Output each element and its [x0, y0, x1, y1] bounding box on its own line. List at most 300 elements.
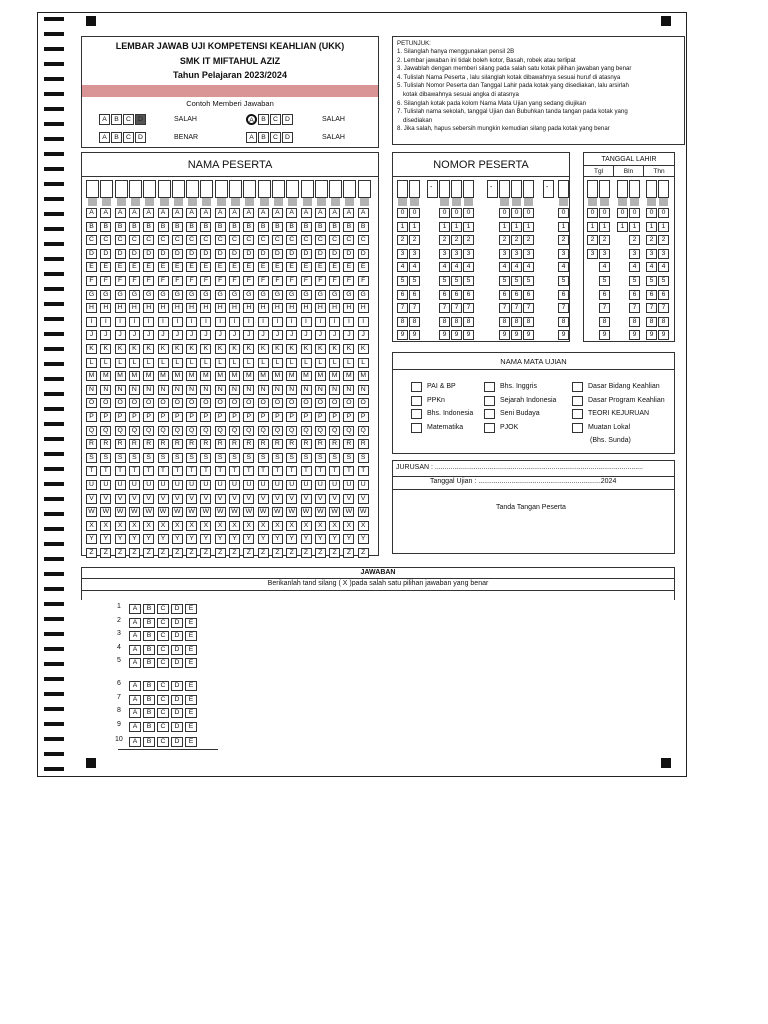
- name-letter-bubble[interactable]: H: [301, 303, 312, 313]
- name-letter-bubble[interactable]: M: [200, 371, 211, 381]
- number-digit-bubble[interactable]: 9: [397, 330, 408, 340]
- name-letter-bubble[interactable]: X: [272, 521, 283, 531]
- name-letter-bubble[interactable]: W: [215, 507, 226, 517]
- name-letter-bubble[interactable]: Z: [129, 548, 140, 558]
- name-letter-bubble[interactable]: U: [215, 480, 226, 490]
- name-letter-bubble[interactable]: W: [100, 507, 111, 517]
- number-digit-bubble[interactable]: 2: [463, 235, 474, 245]
- name-letter-bubble[interactable]: T: [115, 466, 126, 476]
- name-letter-bubble[interactable]: Z: [315, 548, 326, 558]
- name-letter-bubble[interactable]: W: [243, 507, 254, 517]
- name-letter-bubble[interactable]: R: [200, 439, 211, 449]
- answer-option-bubble[interactable]: D: [171, 722, 183, 732]
- name-letter-bubble[interactable]: D: [272, 249, 283, 259]
- birth-input-box[interactable]: [646, 180, 657, 198]
- number-digit-bubble[interactable]: 7: [397, 303, 408, 313]
- name-letter-bubble[interactable]: N: [286, 385, 297, 395]
- name-letter-bubble[interactable]: T: [286, 466, 297, 476]
- name-letter-bubble[interactable]: Z: [229, 548, 240, 558]
- number-digit-bubble[interactable]: 7: [409, 303, 420, 313]
- name-letter-bubble[interactable]: K: [143, 344, 154, 354]
- name-letter-bubble[interactable]: Q: [200, 426, 211, 436]
- name-letter-bubble[interactable]: O: [186, 398, 197, 408]
- number-digit-bubble[interactable]: 9: [409, 330, 420, 340]
- answer-option-bubble[interactable]: B: [143, 618, 155, 628]
- name-letter-bubble[interactable]: F: [143, 276, 154, 286]
- answer-option-bubble[interactable]: A: [129, 618, 141, 628]
- name-letter-bubble[interactable]: B: [272, 222, 283, 232]
- name-letter-bubble[interactable]: I: [258, 317, 269, 327]
- name-letter-bubble[interactable]: H: [172, 303, 183, 313]
- name-letter-bubble[interactable]: Z: [243, 548, 254, 558]
- name-letter-bubble[interactable]: R: [258, 439, 269, 449]
- name-letter-bubble[interactable]: P: [329, 412, 340, 422]
- name-letter-bubble[interactable]: Q: [115, 426, 126, 436]
- number-input-box[interactable]: [511, 180, 522, 198]
- birth-input-box[interactable]: [658, 180, 669, 198]
- name-letter-bubble[interactable]: H: [115, 303, 126, 313]
- birth-digit-bubble[interactable]: 9: [629, 330, 640, 340]
- birth-digit-bubble[interactable]: 4: [629, 262, 640, 272]
- name-letter-bubble[interactable]: W: [229, 507, 240, 517]
- name-letter-bubble[interactable]: F: [258, 276, 269, 286]
- name-letter-bubble[interactable]: B: [258, 222, 269, 232]
- answer-option-bubble[interactable]: A: [129, 708, 141, 718]
- name-letter-bubble[interactable]: N: [358, 385, 369, 395]
- name-input-box[interactable]: [100, 180, 113, 198]
- name-letter-bubble[interactable]: N: [229, 385, 240, 395]
- name-letter-bubble[interactable]: D: [172, 249, 183, 259]
- name-letter-bubble[interactable]: M: [86, 371, 97, 381]
- name-letter-bubble[interactable]: V: [272, 494, 283, 504]
- name-letter-bubble[interactable]: T: [343, 466, 354, 476]
- number-input-box[interactable]: [439, 180, 450, 198]
- name-letter-bubble[interactable]: J: [343, 330, 354, 340]
- name-letter-bubble[interactable]: E: [343, 262, 354, 272]
- name-letter-bubble[interactable]: K: [172, 344, 183, 354]
- number-digit-bubble[interactable]: 5: [523, 276, 534, 286]
- name-letter-bubble[interactable]: L: [158, 358, 169, 368]
- name-letter-bubble[interactable]: N: [315, 385, 326, 395]
- number-digit-bubble[interactable]: 8: [558, 317, 569, 327]
- name-letter-bubble[interactable]: B: [301, 222, 312, 232]
- name-letter-bubble[interactable]: M: [358, 371, 369, 381]
- name-letter-bubble[interactable]: X: [286, 521, 297, 531]
- name-letter-bubble[interactable]: B: [358, 222, 369, 232]
- number-digit-bubble[interactable]: 7: [523, 303, 534, 313]
- answer-option-bubble[interactable]: D: [171, 645, 183, 655]
- number-digit-bubble[interactable]: 7: [463, 303, 474, 313]
- name-letter-bubble[interactable]: A: [158, 208, 169, 218]
- subject-checkbox[interactable]: [411, 409, 422, 419]
- name-letter-bubble[interactable]: E: [286, 262, 297, 272]
- name-letter-bubble[interactable]: E: [143, 262, 154, 272]
- name-letter-bubble[interactable]: V: [329, 494, 340, 504]
- name-letter-bubble[interactable]: K: [100, 344, 111, 354]
- name-letter-bubble[interactable]: Z: [86, 548, 97, 558]
- name-letter-bubble[interactable]: V: [143, 494, 154, 504]
- number-digit-bubble[interactable]: 1: [463, 222, 474, 232]
- name-letter-bubble[interactable]: B: [129, 222, 140, 232]
- number-digit-bubble[interactable]: 4: [451, 262, 462, 272]
- number-digit-bubble[interactable]: 2: [511, 235, 522, 245]
- name-letter-bubble[interactable]: N: [200, 385, 211, 395]
- answer-option-bubble[interactable]: C: [157, 618, 169, 628]
- name-letter-bubble[interactable]: Q: [315, 426, 326, 436]
- name-letter-bubble[interactable]: X: [200, 521, 211, 531]
- name-letter-bubble[interactable]: I: [129, 317, 140, 327]
- name-letter-bubble[interactable]: P: [315, 412, 326, 422]
- name-letter-bubble[interactable]: K: [158, 344, 169, 354]
- name-letter-bubble[interactable]: N: [186, 385, 197, 395]
- subject-checkbox[interactable]: [484, 382, 495, 392]
- answer-option-bubble[interactable]: A: [129, 645, 141, 655]
- birth-digit-bubble[interactable]: 7: [599, 303, 610, 313]
- name-letter-bubble[interactable]: R: [229, 439, 240, 449]
- name-input-box[interactable]: [215, 180, 228, 198]
- name-letter-bubble[interactable]: J: [258, 330, 269, 340]
- name-letter-bubble[interactable]: Q: [129, 426, 140, 436]
- name-letter-bubble[interactable]: P: [129, 412, 140, 422]
- name-letter-bubble[interactable]: A: [143, 208, 154, 218]
- answer-option-bubble[interactable]: C: [157, 604, 169, 614]
- answer-option-bubble[interactable]: C: [157, 681, 169, 691]
- name-letter-bubble[interactable]: W: [86, 507, 97, 517]
- name-input-box[interactable]: [286, 180, 299, 198]
- name-letter-bubble[interactable]: R: [129, 439, 140, 449]
- name-letter-bubble[interactable]: M: [301, 371, 312, 381]
- name-letter-bubble[interactable]: C: [229, 235, 240, 245]
- name-letter-bubble[interactable]: M: [329, 371, 340, 381]
- number-digit-bubble[interactable]: 4: [523, 262, 534, 272]
- name-letter-bubble[interactable]: G: [100, 290, 111, 300]
- name-letter-bubble[interactable]: K: [301, 344, 312, 354]
- name-letter-bubble[interactable]: W: [158, 507, 169, 517]
- name-letter-bubble[interactable]: P: [215, 412, 226, 422]
- name-letter-bubble[interactable]: G: [229, 290, 240, 300]
- number-input-box[interactable]: [487, 180, 498, 198]
- name-letter-bubble[interactable]: A: [129, 208, 140, 218]
- name-letter-bubble[interactable]: U: [115, 480, 126, 490]
- name-letter-bubble[interactable]: X: [315, 521, 326, 531]
- subject-checkbox[interactable]: [572, 396, 583, 406]
- number-digit-bubble[interactable]: 5: [558, 276, 569, 286]
- name-letter-bubble[interactable]: T: [215, 466, 226, 476]
- name-letter-bubble[interactable]: R: [115, 439, 126, 449]
- birth-digit-bubble[interactable]: 8: [629, 317, 640, 327]
- birth-digit-bubble[interactable]: 0: [617, 208, 628, 218]
- name-letter-bubble[interactable]: O: [143, 398, 154, 408]
- name-letter-bubble[interactable]: C: [272, 235, 283, 245]
- name-letter-bubble[interactable]: N: [172, 385, 183, 395]
- answer-option-bubble[interactable]: C: [157, 658, 169, 668]
- name-letter-bubble[interactable]: F: [329, 276, 340, 286]
- name-letter-bubble[interactable]: L: [286, 358, 297, 368]
- name-letter-bubble[interactable]: S: [129, 453, 140, 463]
- answer-option-bubble[interactable]: C: [157, 708, 169, 718]
- name-letter-bubble[interactable]: S: [186, 453, 197, 463]
- name-letter-bubble[interactable]: Q: [143, 426, 154, 436]
- name-letter-bubble[interactable]: I: [343, 317, 354, 327]
- name-letter-bubble[interactable]: H: [86, 303, 97, 313]
- number-input-box[interactable]: [543, 180, 554, 198]
- answer-option-bubble[interactable]: E: [185, 737, 197, 747]
- name-letter-bubble[interactable]: W: [286, 507, 297, 517]
- name-input-box[interactable]: [158, 180, 171, 198]
- name-letter-bubble[interactable]: G: [315, 290, 326, 300]
- answer-option-bubble[interactable]: C: [157, 737, 169, 747]
- name-letter-bubble[interactable]: E: [86, 262, 97, 272]
- name-letter-bubble[interactable]: A: [115, 208, 126, 218]
- name-letter-bubble[interactable]: S: [272, 453, 283, 463]
- birth-digit-bubble[interactable]: 4: [658, 262, 669, 272]
- birth-digit-bubble[interactable]: 8: [646, 317, 657, 327]
- answer-option-bubble[interactable]: E: [185, 618, 197, 628]
- number-digit-bubble[interactable]: 5: [499, 276, 510, 286]
- name-letter-bubble[interactable]: C: [358, 235, 369, 245]
- name-letter-bubble[interactable]: R: [86, 439, 97, 449]
- name-letter-bubble[interactable]: X: [129, 521, 140, 531]
- name-letter-bubble[interactable]: E: [129, 262, 140, 272]
- birth-digit-bubble[interactable]: 0: [658, 208, 669, 218]
- name-letter-bubble[interactable]: I: [172, 317, 183, 327]
- name-letter-bubble[interactable]: W: [172, 507, 183, 517]
- name-letter-bubble[interactable]: J: [200, 330, 211, 340]
- birth-digit-bubble[interactable]: 7: [658, 303, 669, 313]
- name-letter-bubble[interactable]: P: [143, 412, 154, 422]
- name-letter-bubble[interactable]: Y: [215, 534, 226, 544]
- name-letter-bubble[interactable]: V: [215, 494, 226, 504]
- birth-digit-bubble[interactable]: 3: [587, 249, 598, 259]
- name-letter-bubble[interactable]: C: [115, 235, 126, 245]
- name-letter-bubble[interactable]: K: [86, 344, 97, 354]
- name-letter-bubble[interactable]: A: [172, 208, 183, 218]
- name-letter-bubble[interactable]: M: [143, 371, 154, 381]
- name-letter-bubble[interactable]: T: [86, 466, 97, 476]
- name-letter-bubble[interactable]: B: [143, 222, 154, 232]
- name-letter-bubble[interactable]: V: [115, 494, 126, 504]
- name-letter-bubble[interactable]: Y: [143, 534, 154, 544]
- number-digit-bubble[interactable]: 9: [451, 330, 462, 340]
- name-letter-bubble[interactable]: K: [315, 344, 326, 354]
- name-letter-bubble[interactable]: H: [215, 303, 226, 313]
- name-letter-bubble[interactable]: N: [100, 385, 111, 395]
- name-letter-bubble[interactable]: T: [143, 466, 154, 476]
- name-letter-bubble[interactable]: L: [272, 358, 283, 368]
- birth-digit-bubble[interactable]: 1: [658, 222, 669, 232]
- number-digit-bubble[interactable]: 3: [397, 249, 408, 259]
- number-digit-bubble[interactable]: 6: [523, 290, 534, 300]
- name-letter-bubble[interactable]: T: [200, 466, 211, 476]
- birth-digit-bubble[interactable]: 0: [587, 208, 598, 218]
- answer-option-bubble[interactable]: C: [157, 695, 169, 705]
- number-digit-bubble[interactable]: 5: [463, 276, 474, 286]
- answer-option-bubble[interactable]: D: [171, 695, 183, 705]
- name-letter-bubble[interactable]: P: [243, 412, 254, 422]
- name-letter-bubble[interactable]: G: [129, 290, 140, 300]
- number-digit-bubble[interactable]: 7: [439, 303, 450, 313]
- name-letter-bubble[interactable]: J: [229, 330, 240, 340]
- birth-digit-bubble[interactable]: 0: [599, 208, 610, 218]
- birth-digit-bubble[interactable]: 1: [617, 222, 628, 232]
- name-letter-bubble[interactable]: N: [343, 385, 354, 395]
- name-letter-bubble[interactable]: Q: [100, 426, 111, 436]
- name-letter-bubble[interactable]: B: [286, 222, 297, 232]
- name-letter-bubble[interactable]: F: [115, 276, 126, 286]
- answer-option-bubble[interactable]: E: [185, 708, 197, 718]
- name-letter-bubble[interactable]: M: [129, 371, 140, 381]
- name-letter-bubble[interactable]: K: [272, 344, 283, 354]
- name-letter-bubble[interactable]: E: [215, 262, 226, 272]
- number-digit-bubble[interactable]: 6: [463, 290, 474, 300]
- name-letter-bubble[interactable]: J: [100, 330, 111, 340]
- name-letter-bubble[interactable]: Y: [100, 534, 111, 544]
- name-letter-bubble[interactable]: U: [129, 480, 140, 490]
- number-digit-bubble[interactable]: 3: [409, 249, 420, 259]
- name-letter-bubble[interactable]: I: [243, 317, 254, 327]
- name-letter-bubble[interactable]: P: [272, 412, 283, 422]
- name-letter-bubble[interactable]: V: [258, 494, 269, 504]
- name-letter-bubble[interactable]: D: [286, 249, 297, 259]
- name-letter-bubble[interactable]: C: [200, 235, 211, 245]
- name-letter-bubble[interactable]: X: [215, 521, 226, 531]
- number-digit-bubble[interactable]: 0: [451, 208, 462, 218]
- number-digit-bubble[interactable]: 6: [558, 290, 569, 300]
- name-letter-bubble[interactable]: F: [315, 276, 326, 286]
- name-input-box[interactable]: [115, 180, 128, 198]
- subject-checkbox[interactable]: [572, 382, 583, 392]
- name-letter-bubble[interactable]: V: [200, 494, 211, 504]
- name-letter-bubble[interactable]: A: [186, 208, 197, 218]
- name-letter-bubble[interactable]: M: [186, 371, 197, 381]
- name-letter-bubble[interactable]: A: [329, 208, 340, 218]
- subject-checkbox[interactable]: [411, 382, 422, 392]
- name-letter-bubble[interactable]: S: [229, 453, 240, 463]
- number-digit-bubble[interactable]: 6: [439, 290, 450, 300]
- name-letter-bubble[interactable]: A: [200, 208, 211, 218]
- name-letter-bubble[interactable]: Q: [286, 426, 297, 436]
- name-letter-bubble[interactable]: C: [129, 235, 140, 245]
- name-letter-bubble[interactable]: B: [229, 222, 240, 232]
- answer-option-bubble[interactable]: D: [171, 737, 183, 747]
- name-letter-bubble[interactable]: O: [286, 398, 297, 408]
- name-letter-bubble[interactable]: Z: [186, 548, 197, 558]
- name-letter-bubble[interactable]: O: [86, 398, 97, 408]
- name-letter-bubble[interactable]: T: [315, 466, 326, 476]
- name-letter-bubble[interactable]: I: [100, 317, 111, 327]
- name-letter-bubble[interactable]: Q: [301, 426, 312, 436]
- name-letter-bubble[interactable]: M: [215, 371, 226, 381]
- name-letter-bubble[interactable]: B: [86, 222, 97, 232]
- number-digit-bubble[interactable]: 0: [558, 208, 569, 218]
- birth-digit-bubble[interactable]: 5: [599, 276, 610, 286]
- number-digit-bubble[interactable]: 8: [397, 317, 408, 327]
- birth-digit-bubble[interactable]: 5: [658, 276, 669, 286]
- name-letter-bubble[interactable]: R: [286, 439, 297, 449]
- name-input-box[interactable]: [315, 180, 328, 198]
- name-letter-bubble[interactable]: K: [243, 344, 254, 354]
- name-letter-bubble[interactable]: L: [343, 358, 354, 368]
- name-letter-bubble[interactable]: I: [158, 317, 169, 327]
- name-letter-bubble[interactable]: Y: [129, 534, 140, 544]
- name-letter-bubble[interactable]: A: [258, 208, 269, 218]
- number-digit-bubble[interactable]: 8: [409, 317, 420, 327]
- name-letter-bubble[interactable]: B: [100, 222, 111, 232]
- name-letter-bubble[interactable]: S: [301, 453, 312, 463]
- name-letter-bubble[interactable]: H: [129, 303, 140, 313]
- name-letter-bubble[interactable]: C: [172, 235, 183, 245]
- name-letter-bubble[interactable]: A: [215, 208, 226, 218]
- name-letter-bubble[interactable]: D: [343, 249, 354, 259]
- answer-option-bubble[interactable]: B: [143, 631, 155, 641]
- name-letter-bubble[interactable]: J: [243, 330, 254, 340]
- name-letter-bubble[interactable]: Y: [243, 534, 254, 544]
- name-letter-bubble[interactable]: C: [343, 235, 354, 245]
- answer-option-bubble[interactable]: E: [185, 658, 197, 668]
- name-letter-bubble[interactable]: S: [158, 453, 169, 463]
- name-letter-bubble[interactable]: A: [229, 208, 240, 218]
- name-letter-bubble[interactable]: W: [301, 507, 312, 517]
- answer-option-bubble[interactable]: B: [143, 722, 155, 732]
- name-letter-bubble[interactable]: C: [243, 235, 254, 245]
- name-letter-bubble[interactable]: F: [200, 276, 211, 286]
- name-letter-bubble[interactable]: A: [243, 208, 254, 218]
- name-letter-bubble[interactable]: R: [143, 439, 154, 449]
- number-digit-bubble[interactable]: 1: [451, 222, 462, 232]
- number-input-box[interactable]: [409, 180, 420, 198]
- name-letter-bubble[interactable]: V: [186, 494, 197, 504]
- name-letter-bubble[interactable]: X: [143, 521, 154, 531]
- number-digit-bubble[interactable]: 9: [499, 330, 510, 340]
- number-digit-bubble[interactable]: 3: [511, 249, 522, 259]
- number-digit-bubble[interactable]: 4: [558, 262, 569, 272]
- name-letter-bubble[interactable]: Y: [315, 534, 326, 544]
- name-letter-bubble[interactable]: N: [215, 385, 226, 395]
- name-letter-bubble[interactable]: T: [129, 466, 140, 476]
- name-letter-bubble[interactable]: Q: [215, 426, 226, 436]
- name-letter-bubble[interactable]: P: [172, 412, 183, 422]
- number-digit-bubble[interactable]: 8: [439, 317, 450, 327]
- name-letter-bubble[interactable]: X: [258, 521, 269, 531]
- name-letter-bubble[interactable]: X: [243, 521, 254, 531]
- name-letter-bubble[interactable]: L: [243, 358, 254, 368]
- name-letter-bubble[interactable]: O: [258, 398, 269, 408]
- name-letter-bubble[interactable]: O: [172, 398, 183, 408]
- name-letter-bubble[interactable]: H: [329, 303, 340, 313]
- name-letter-bubble[interactable]: C: [158, 235, 169, 245]
- name-letter-bubble[interactable]: E: [301, 262, 312, 272]
- name-letter-bubble[interactable]: N: [158, 385, 169, 395]
- name-letter-bubble[interactable]: X: [358, 521, 369, 531]
- name-input-box[interactable]: [272, 180, 285, 198]
- name-letter-bubble[interactable]: Z: [343, 548, 354, 558]
- subject-checkbox[interactable]: [572, 423, 583, 433]
- name-input-box[interactable]: [301, 180, 314, 198]
- name-letter-bubble[interactable]: D: [129, 249, 140, 259]
- number-digit-bubble[interactable]: 6: [409, 290, 420, 300]
- name-letter-bubble[interactable]: G: [286, 290, 297, 300]
- birth-digit-bubble[interactable]: 2: [599, 235, 610, 245]
- name-letter-bubble[interactable]: Z: [258, 548, 269, 558]
- number-digit-bubble[interactable]: 5: [409, 276, 420, 286]
- number-digit-bubble[interactable]: 2: [397, 235, 408, 245]
- name-letter-bubble[interactable]: Y: [272, 534, 283, 544]
- name-letter-bubble[interactable]: P: [100, 412, 111, 422]
- name-letter-bubble[interactable]: A: [358, 208, 369, 218]
- name-letter-bubble[interactable]: G: [329, 290, 340, 300]
- name-letter-bubble[interactable]: I: [143, 317, 154, 327]
- birth-digit-bubble[interactable]: 6: [658, 290, 669, 300]
